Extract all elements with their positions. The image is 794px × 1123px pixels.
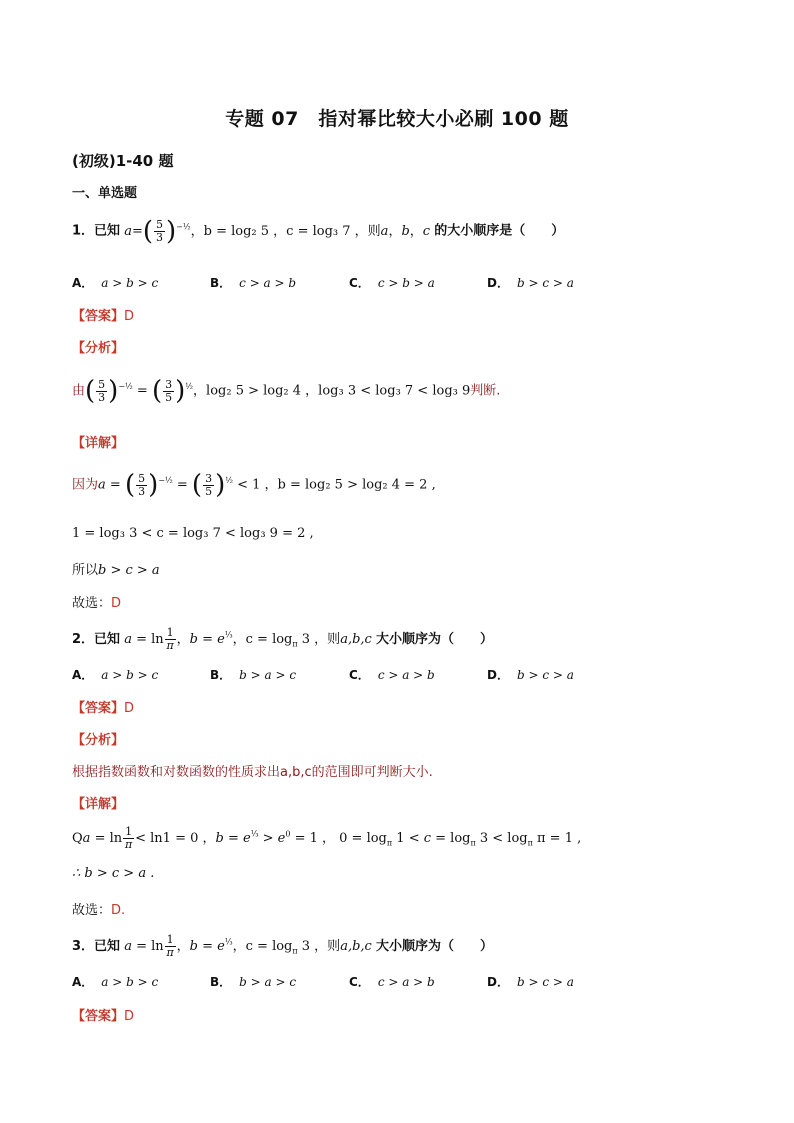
q1-analysis: 由( $\frac{5}{3}$ )$^{-\frac{1}{2}}$ = ( $\frac{3}{5}$ )$^{\frac{1}{2}}$，log₂ 5 > log₂ 4 ，log₃ 3 < log₃ 7 < log₃ 9判断. [72,376,501,406]
q3-option-b[interactable]: B． b > a > c [210,975,297,989]
q2-detail-label: 【详解】 [72,797,125,812]
q1-detail-label: 【详解】 [72,436,125,451]
q3-answer: 【答案】D [72,1009,135,1024]
question-2-stem: 2．已知 a = ln $\frac{1}{\pi}$ ，$b = e^{\frac{1}{3}}$，$c = \log_\pi 3$ ，则a,b,c 大小顺序为（ ） [72,626,493,652]
q3-option-c[interactable]: C． c > a > b [349,975,435,989]
q2-answer: 【答案】D [72,701,135,716]
section-heading: 一、单选题 [72,186,138,201]
q1-option-d[interactable]: D． b > c > a [487,276,574,290]
q1-detail-line-2: 1 = log₃ 3 < c = log₃ 7 < log₃ 9 = 2 , [72,526,314,541]
q2-option-b[interactable]: B． b > a > c [210,668,297,682]
page-title: 专题 07 指对幂比较大小必刷 100 题 [225,108,569,130]
question-3-stem: 3．已知 a = ln $\frac{1}{\pi}$ ，$b = e^{\frac{1}{3}}$，$c = \log_\pi 3$ ，则a,b,c 大小顺序为（ ） [72,933,493,959]
q3-option-d[interactable]: D． b > c > a [487,975,574,989]
q1-option-b[interactable]: B． c > a > b [210,276,297,290]
q2-analysis: 根据指数函数和对数函数的性质求出a,b,c的范围即可判断大小. [72,765,433,780]
q2-option-c[interactable]: C． c > a > b [349,668,435,682]
question-1-number: 1．已知 [72,223,121,239]
question-1-stem [72,218,564,244]
q1-option-a[interactable]: A． a > b > c [72,276,159,290]
q2-formula: a = ln $\frac{1}{\pi}$ ，$b = e^{\frac{1}{3}}$，$c = \log_\pi 3$ ，则a,b,c [124,626,372,652]
q1-answer: 【答案】D [72,309,135,324]
q1-detail-line-3: 所以b > c > a [72,563,160,578]
subtitle: (初级)1-40 题 [72,152,174,170]
q2-detail-line-1: Qa = ln $\frac{1}{\pi}$ < ln1 = 0 ，$b = e^{\frac{1}{3}} > e^0 = 1$ ， $0 = \log_\pi 1 < c = \log_\pi 3 < \log_\pi \pi = 1$ , [72,825,582,851]
q1-detail-line-1: 因为a = ( $\frac{5}{3}$ )$^{-\frac{1}{2}}$ = ( $\frac{3}{5}$ )$^{\frac{1}{2}}$ < 1 ，b = log₂ 5 > log₂ 4 = 2 , [72,470,436,500]
q2-detail-line-2: ∴ b > c > a . [72,866,155,881]
q1-option-c[interactable]: C． c > b > a [349,276,435,290]
q1-choose: 故选：D [72,596,122,611]
q2-choose: 故选：D. [72,903,126,918]
q2-option-a[interactable]: A． a > b > c [72,668,159,682]
q3-formula: a = ln $\frac{1}{\pi}$ ，$b = e^{\frac{1}{3}}$，$c = \log_\pi 3$ ，则a,b,c [124,933,372,959]
question-1-stem-tail: 的大小顺序是（ ） [434,223,565,239]
q3-option-a[interactable]: A． a > b > c [72,975,159,989]
q2-option-d[interactable]: D． b > c > a [487,668,574,682]
q2-analysis-label: 【分析】 [72,733,125,748]
q1-formula: a=( $\frac{5}{3}$ )$^{-\frac{1}{2}}$，b = log₂ 5 ，c = log₃ 7 ，则a，b，c [124,216,431,246]
q1-analysis-label: 【分析】 [72,341,125,356]
